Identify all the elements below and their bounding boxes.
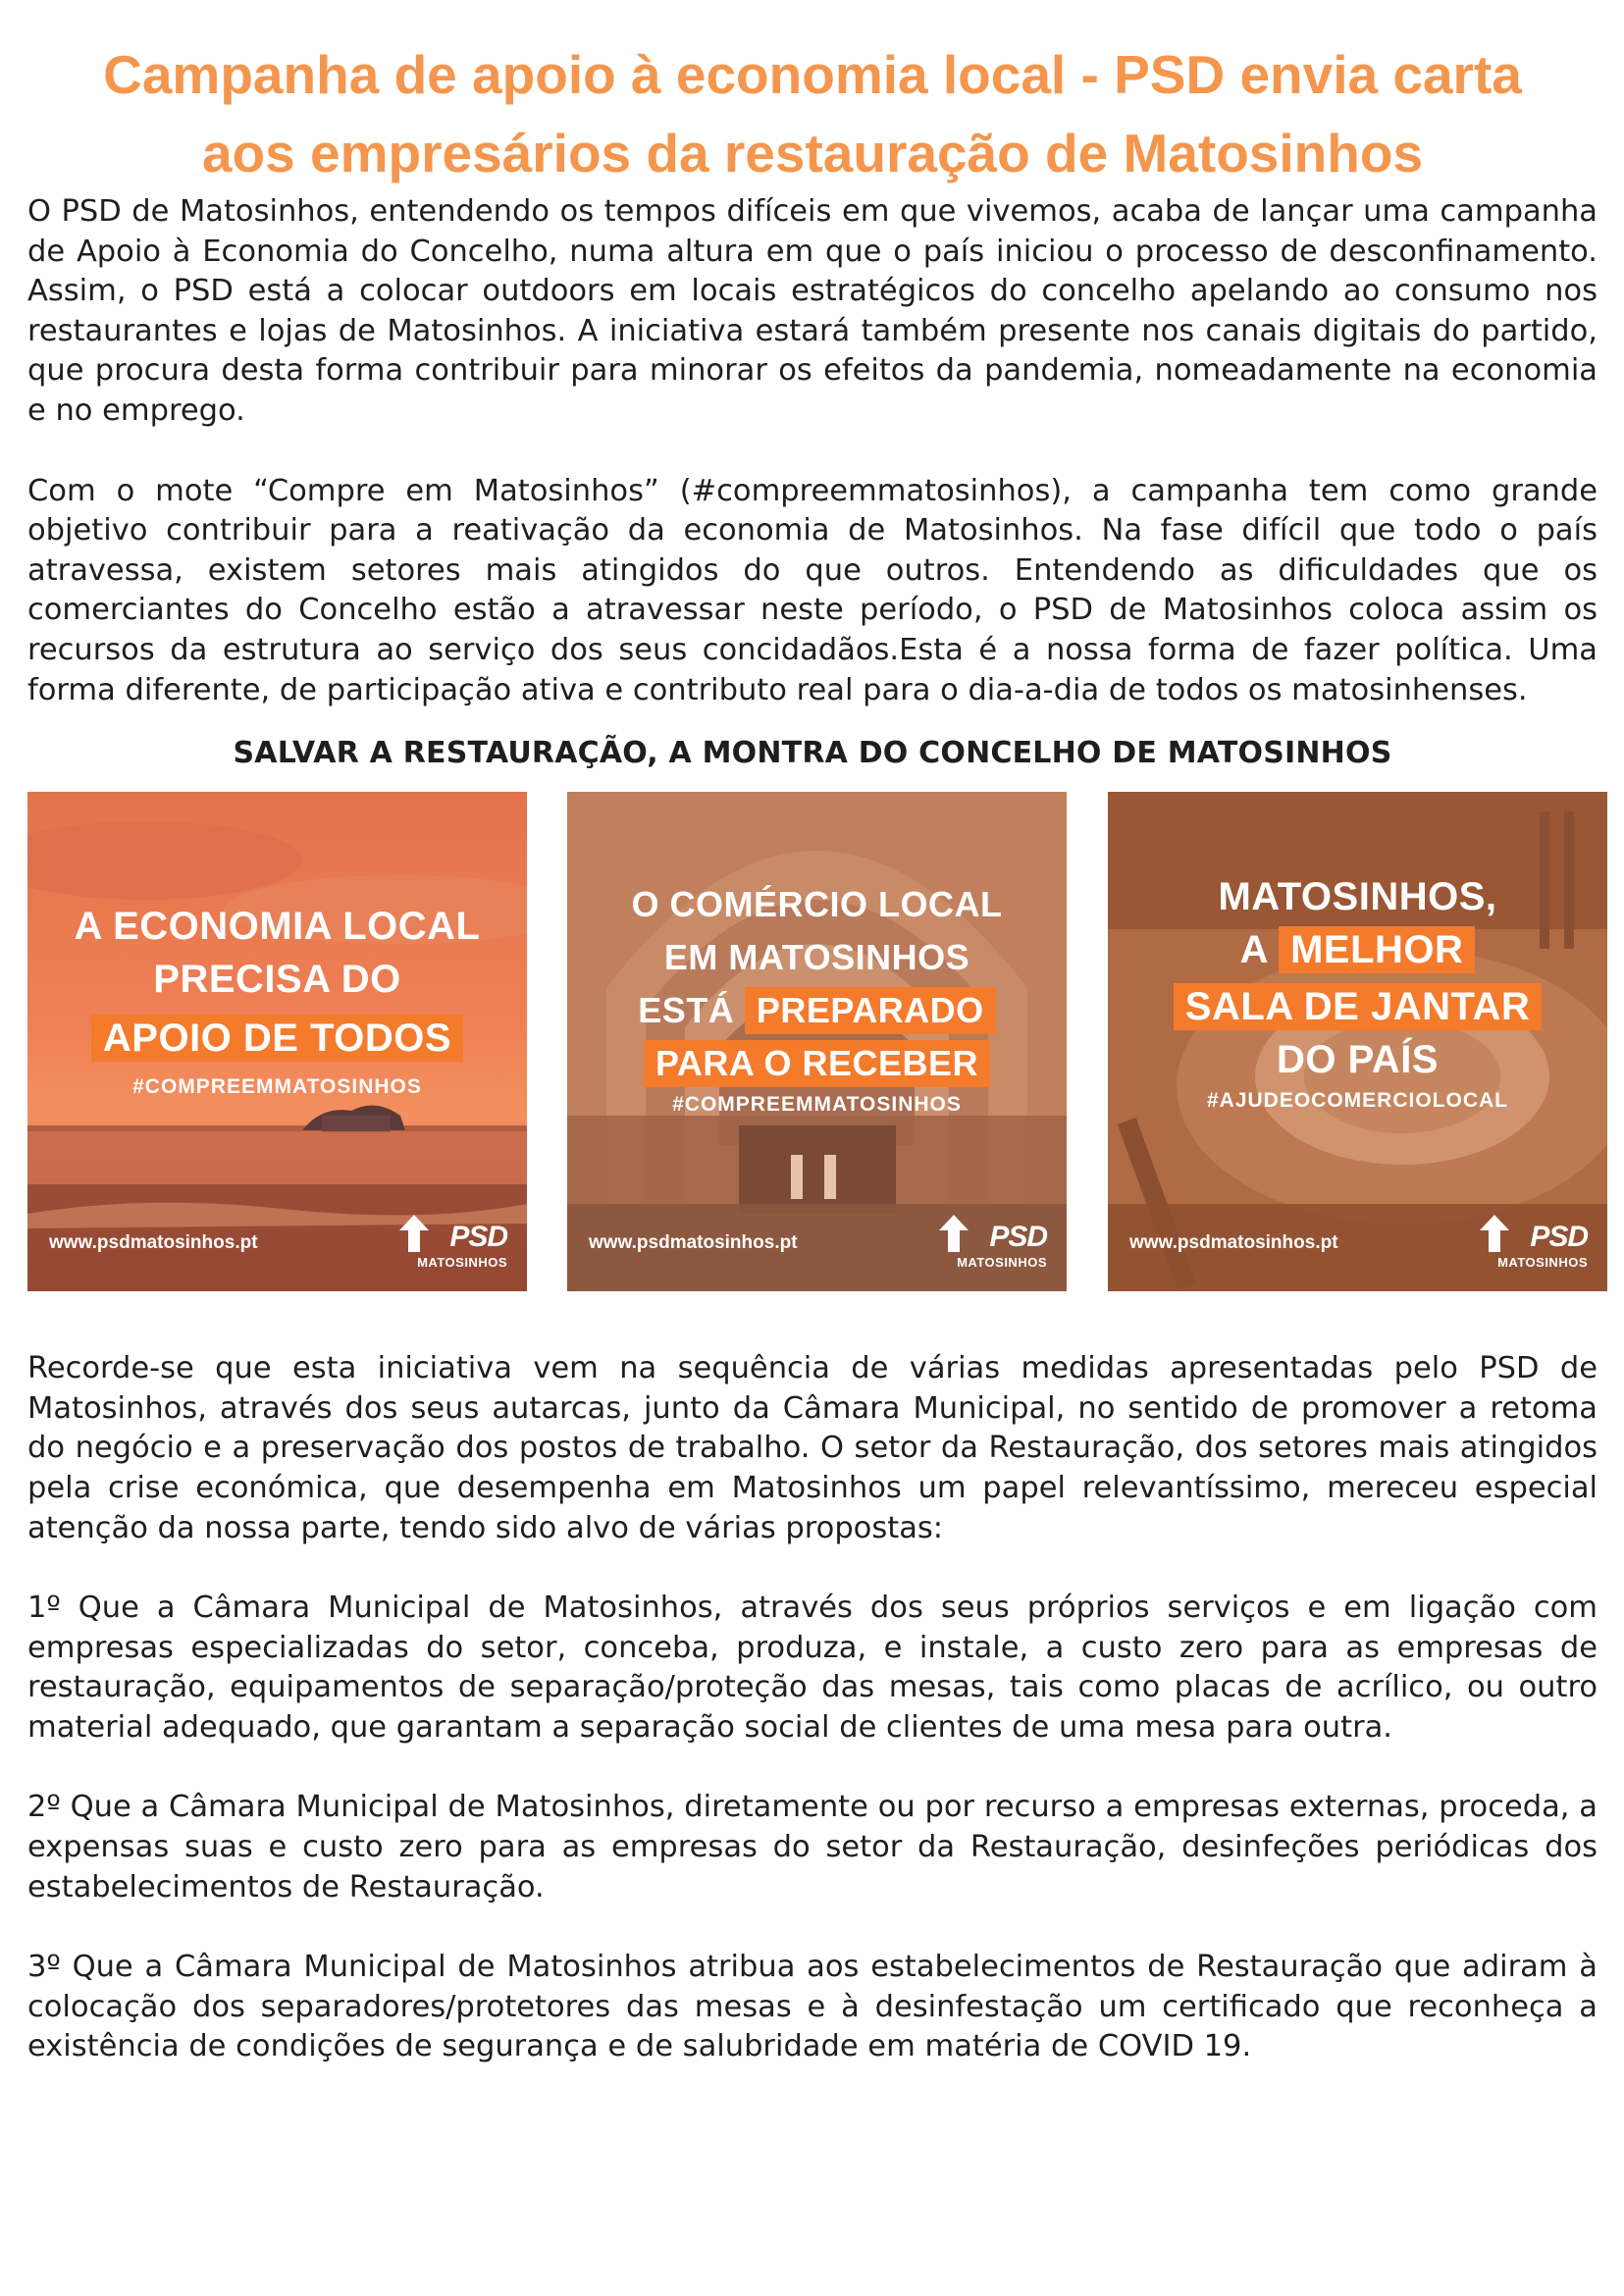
proposal-2: 2º Que a Câmara Municipal de Matosinhos, diretamente ou por recurso a empresas externas, proceda, a expensas suas e custo zero para as empresas do setor da Restauração, desinfeções periódicas dos estabelecimentos de Restauração. <box>27 1790 1598 1905</box>
tile-2-line-1: O COMÉRCIO LOCAL <box>631 884 1003 925</box>
proposal-1: 1º Que a Câmara Municipal de Matosinhos, através dos seus próprios serviços e em ligação com empresas especializadas do setor, conceba, produza, e instale, a custo zero para as empresas de restauração, equipamentos de separação/proteção das mesas, tais como placas de acrílico, ou outro material adequado, que garantam a separação social de clientes de uma mesa para outra. <box>27 1591 1598 1745</box>
psd-arrow-icon <box>399 1215 429 1252</box>
article <box>27 0 1598 2067</box>
article-title <box>27 35 1598 192</box>
tile-3-text <box>1108 870 1607 1116</box>
psd-arrow-icon <box>939 1215 969 1252</box>
tile-3-line-1: MATOSINHOS, <box>1218 875 1497 919</box>
campaign-image-economia-local <box>27 792 527 1291</box>
recorde-paragraph: Recorde-se que esta iniciativa vem na sequência de várias medidas apresentadas pelo PSD de Matosinhos, através dos seus autarcas, junto da Câmara Municipal, no sentido de promover a retoma do negócio e a preservação dos postos de trabalho. O setor da Restauração, dos setores mais atingidos pela crise económica, que desempenha em Matosinhos um papel relevantíssimo, mereceu especial atenção da nossa parte, tendo sido alvo de várias propostas: <box>27 1351 1598 1545</box>
campaign-images <box>27 792 1598 1292</box>
title-line-2: aos empresários da restauração de Matosinhos <box>201 123 1424 183</box>
tile-1-highlight: APOIO DE TODOS <box>91 1015 463 1062</box>
psd-arrow-icon <box>1480 1215 1509 1252</box>
tile-1-line-2: PRECISA DO <box>153 958 401 1002</box>
tile-3-hashtag: #AJUDEOCOMERCIOLOCAL <box>1206 1089 1509 1113</box>
tile-2-text <box>567 878 1067 1120</box>
intro-paragraph: O PSD de Matosinhos, entendendo os tempos difíceis em que vivemos, acaba de lançar uma campanha de Apoio à Economia do Concelho, numa altura em que o país iniciou o processo de desconfinamento. Assim, o PSD está a colocar outdoors em locais estratégicos do concelho apelando ao consumo nos restaurantes e lojas de Matosinhos. A iniciativa estará também presente nos canais digitais do partido, que procura desta forma contribuir para minorar os efeitos da pandemia, nomeadamente na economia e no emprego. <box>27 194 1598 428</box>
tile-2-highlight: PARA O RECEBER <box>644 1040 990 1087</box>
tile-2-line-2: EM MATOSINHOS <box>663 937 970 978</box>
motto-paragraph: Com o mote “Compre em Matosinhos” (#compreemmatosinhos), a campanha tem como grande objetivo contribuir para a reativação da economia de Matosinhos. Na fase difícil que todo o país atravessa, existem setores mais atingidos do que outros. Entendendo as dificuldades que os comerciantes do Concelho estão a atravessar neste período, o PSD de Matosinhos coloca assim os recursos da estrutura ao serviço dos seus concidadãos.Esta é a nossa forma de fazer política. Uma forma diferente, de participação ativa e contributo real para o dia-a-dia de todos os matosinhenses. <box>27 473 1598 707</box>
tile-1-hashtag: #COMPREEMMATOSINHOS <box>132 1075 422 1099</box>
section-subheading: SALVAR A RESTAURAÇÃO, A MONTRA DO CONCELHO DE MATOSINHOS <box>233 736 1392 771</box>
tile-3-line-4: DO PAÍS <box>1276 1038 1439 1082</box>
psd-logo: PSD MATOSINHOS <box>399 1215 507 1270</box>
tile-1-text <box>27 900 527 1102</box>
tile-2-hashtag: #COMPREEMMATOSINHOS <box>672 1093 962 1117</box>
tile-3-highlight: SALA DE JANTAR <box>1174 983 1542 1030</box>
psd-logo: PSD MATOSINHOS <box>939 1215 1047 1270</box>
tile-3-line-2-highlight: MELHOR <box>1279 926 1475 973</box>
tile-1-line-1: A ECONOMIA LOCAL <box>74 905 481 949</box>
tile-2-url: www.psdmatosinhos.pt <box>589 1232 798 1254</box>
campaign-image-comercio-local <box>567 792 1067 1291</box>
tile-2-line-3-highlight: PREPARADO <box>745 987 996 1034</box>
tile-3-url: www.psdmatosinhos.pt <box>1129 1232 1338 1254</box>
title-line-1: Campanha de apoio à economia local - PSD envia carta <box>103 44 1522 105</box>
tile-2-line-3-prefix: ESTÁ <box>638 990 735 1031</box>
tile-1-url: www.psdmatosinhos.pt <box>49 1232 258 1254</box>
campaign-image-sala-de-jantar <box>1108 792 1607 1291</box>
proposal-3: 3º Que a Câmara Municipal de Matosinhos atribua aos estabelecimentos de Restauração que adiram à colocação dos separadores/protetores das mesas e à desinfestação um certificado que reconheça a existência de condições de segurança e de salubridade em matéria de COVID 19. <box>27 1950 1598 2064</box>
tile-3-line-2-prefix: A <box>1239 928 1268 972</box>
psd-logo: PSD MATOSINHOS <box>1480 1215 1588 1270</box>
